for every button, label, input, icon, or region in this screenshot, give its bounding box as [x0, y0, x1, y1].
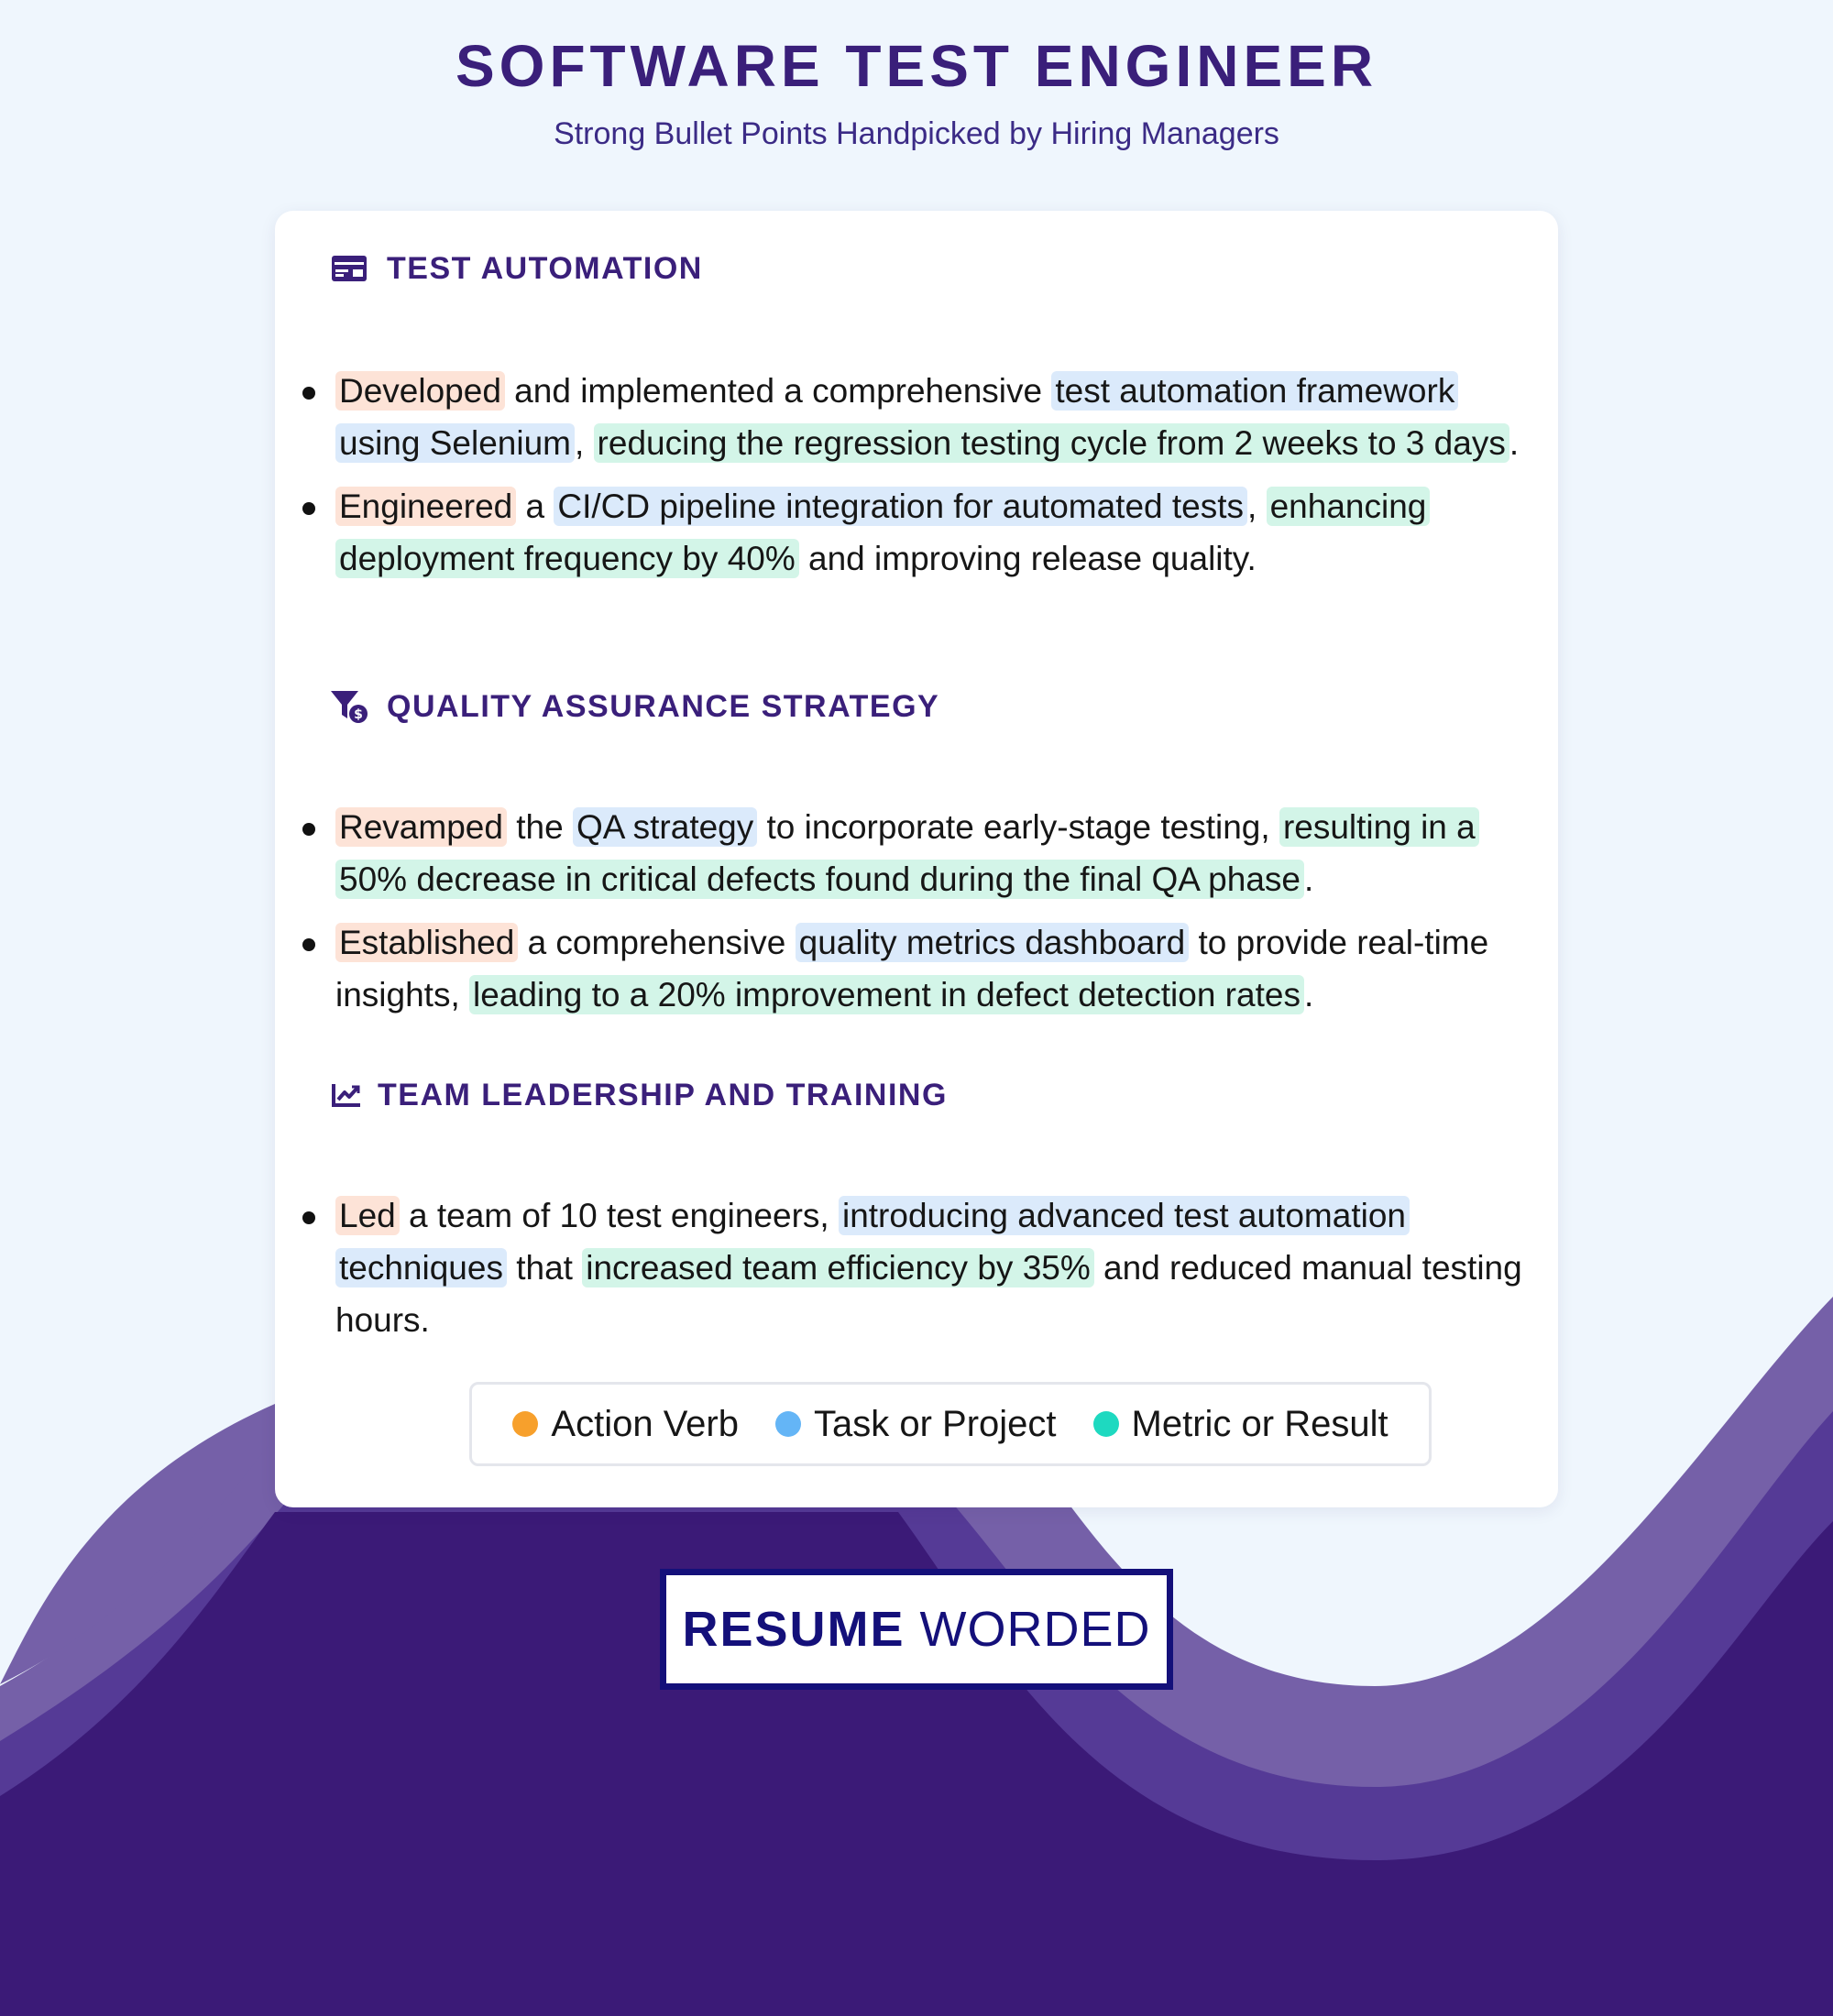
bullet-item	[275, 365, 1558, 469]
legend-label: Metric or Result	[1131, 1404, 1388, 1444]
section-title: TEAM LEADERSHIP AND TRAINING	[378, 1078, 948, 1112]
action-verb-highlight: Developed	[335, 371, 505, 411]
action-verb-highlight: Revamped	[335, 807, 507, 847]
bullet-item	[275, 801, 1558, 905]
highlight-legend	[469, 1382, 1432, 1466]
bullet-text: a	[516, 488, 554, 525]
logo-text-bold: RESUME	[682, 1602, 906, 1657]
bullet-item	[275, 916, 1558, 1021]
task-highlight: test automation framework using Selenium	[335, 371, 1458, 463]
page-title: SOFTWARE TEST ENGINEER	[455, 33, 1378, 99]
section-header	[330, 246, 703, 291]
legend-item-metric-or-result	[1093, 1401, 1388, 1447]
bullet-list	[275, 1189, 1558, 1357]
action-verb-highlight: Engineered	[335, 487, 516, 526]
legend-item-action-verb	[512, 1401, 739, 1447]
task-highlight: quality metrics dashboard	[796, 923, 1190, 962]
legend-label: Task or Project	[813, 1404, 1057, 1444]
section-title: QUALITY ASSURANCE STRATEGY	[387, 689, 940, 724]
metric-highlight: leading to a 20% improvement in defect detection rates	[469, 975, 1304, 1014]
bullet-points-card	[275, 211, 1558, 1507]
section-header	[330, 1072, 948, 1118]
resume-worded-logo[interactable]	[660, 1569, 1173, 1690]
bullet-text: and improving release quality.	[798, 540, 1257, 577]
metric-highlight: increased team efficiency by 35%	[582, 1248, 1094, 1287]
action-verb-highlight: Led	[335, 1196, 400, 1235]
bullet-item	[275, 480, 1558, 585]
line-chart-icon	[330, 1076, 363, 1114]
bullet-text: ,	[1247, 488, 1267, 525]
legend-dot	[512, 1411, 538, 1437]
section-header	[330, 684, 939, 729]
metric-highlight: resulting in a 50% decrease in critical defects found during the final QA phase	[335, 807, 1479, 899]
bullet-text: a comprehensive	[518, 924, 796, 961]
task-highlight: introducing advanced test automation techniques	[335, 1196, 1410, 1287]
logo-text-light: WORDED	[919, 1602, 1151, 1657]
bullet-text: ,	[574, 424, 594, 462]
action-verb-highlight: Established	[335, 923, 518, 962]
legend-label: Action Verb	[551, 1404, 739, 1444]
metric-highlight: enhancing deployment frequency by 40%	[335, 487, 1430, 578]
bullet-text: to incorporate early-stage testing,	[757, 808, 1279, 846]
bullet-text: and reduced manual testing hours.	[335, 1249, 1522, 1339]
task-highlight: QA strategy	[573, 807, 757, 847]
bullet-list	[275, 801, 1558, 1032]
svg-text:$: $	[354, 707, 363, 722]
bullet-text: the	[506, 808, 573, 846]
bullet-text: that	[506, 1249, 583, 1287]
funnel-dollar-icon	[330, 687, 368, 726]
bullet-text: .	[1303, 860, 1314, 898]
bullet-text: and implemented a comprehensive	[504, 372, 1052, 410]
metric-highlight: reducing the regression testing cycle from 2 weeks to 3 days	[594, 423, 1509, 463]
legend-dot	[775, 1411, 801, 1437]
section-title: TEST AUTOMATION	[387, 251, 703, 286]
page-header	[0, 31, 1833, 154]
task-highlight: CI/CD pipeline integration for automated tests	[554, 487, 1247, 526]
page-subtitle: Strong Bullet Points Handpicked by Hiring Managers	[554, 116, 1279, 151]
legend-item-task-or-project	[775, 1401, 1057, 1447]
bullet-text: .	[1303, 976, 1314, 1013]
bullet-item	[275, 1189, 1558, 1346]
bullet-text: to provide real-time insights,	[335, 924, 1489, 1013]
card-icon	[330, 249, 368, 288]
bullet-list	[275, 365, 1558, 596]
legend-dot	[1093, 1411, 1119, 1437]
bullet-text: a team of 10 test engineers,	[399, 1197, 839, 1234]
bullet-text: .	[1509, 424, 1520, 462]
